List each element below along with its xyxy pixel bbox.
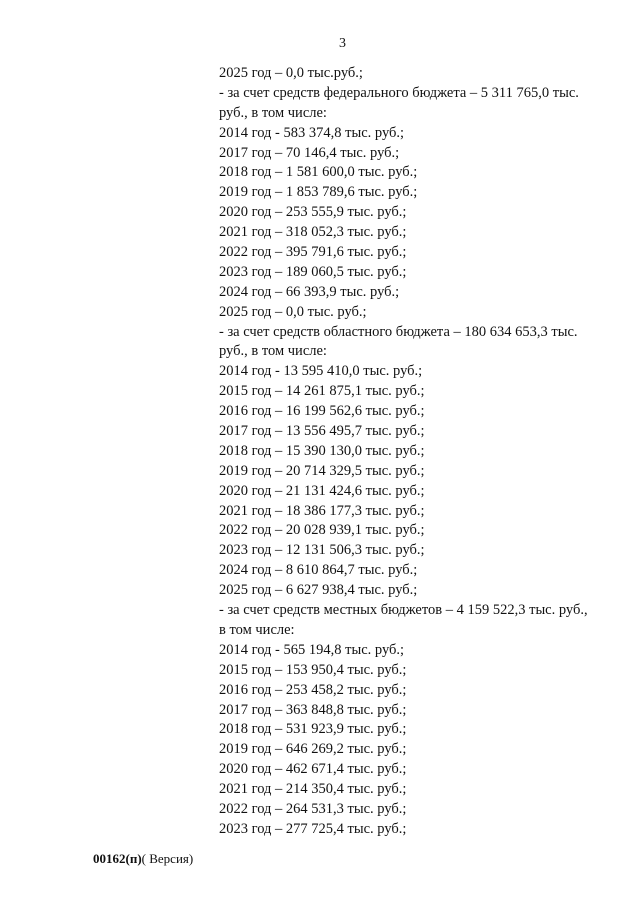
document-body (219, 64, 611, 840)
text-line: 2016 год – 253 458,2 тыс. руб.; (219, 681, 407, 698)
text-line: 2021 год – 318 052,3 тыс. руб.; (219, 224, 407, 241)
text-line: 2025 год – 0,0 тыс. руб.; (219, 303, 367, 320)
text-line: - за счет средств местных бюджетов – 4 159 522,3 тыс. руб., (219, 602, 588, 619)
document-version: ( Версия) (141, 851, 194, 866)
text-line: 2022 год – 264 531,3 тыс. руб.; (219, 800, 407, 817)
document-code: 00162(п) (93, 851, 142, 866)
text-line: 2025 год – 6 627 938,4 тыс. руб.; (219, 582, 418, 599)
text-line: 2021 год – 214 350,4 тыс. руб.; (219, 781, 407, 798)
text-line: 2025 год – 0,0 тыс.руб.; (219, 65, 363, 81)
text-line: руб., в том числе: (219, 104, 327, 121)
text-line: 2019 год – 646 269,2 тыс. руб.; (219, 741, 407, 758)
text-line: 2023 год – 189 060,5 тыс. руб.; (219, 263, 407, 280)
text-line: 2022 год – 395 791,6 тыс. руб.; (219, 244, 407, 261)
text-line: - за счет средств областного бюджета – 180 634 653,3 тыс. (219, 323, 578, 340)
text-line: 2022 год – 20 028 939,1 тыс. руб.; (219, 522, 425, 539)
text-line: 2019 год – 1 853 789,6 тыс. руб.; (219, 184, 418, 201)
text-line: 2020 год – 21 131 424,6 тыс. руб.; (219, 482, 425, 499)
text-line: в том числе: (219, 621, 295, 638)
text-line: 2017 год – 70 146,4 тыс. руб.; (219, 144, 400, 161)
text-line: - за счет средств федерального бюджета – 5 311 765,0 тыс. (219, 84, 579, 101)
text-line: 2015 год – 14 261 875,1 тыс. руб.; (219, 383, 425, 400)
text-line: 2014 год - 565 194,8 тыс. руб.; (219, 641, 405, 658)
text-line: 2017 год – 13 556 495,7 тыс. руб.; (219, 423, 425, 440)
text-line: 2017 год – 363 848,8 тыс. руб.; (219, 701, 407, 718)
text-line: 2014 год - 583 374,8 тыс. руб.; (219, 124, 405, 141)
text-line: 2023 год – 277 725,4 тыс. руб.; (219, 820, 407, 837)
text-line: руб., в том числе: (219, 343, 327, 360)
text-line: 2015 год – 153 950,4 тыс. руб.; (219, 661, 407, 678)
text-line: 2018 год – 15 390 130,0 тыс. руб.; (219, 442, 425, 459)
text-line: 2019 год – 20 714 329,5 тыс. руб.; (219, 462, 425, 479)
text-line: 2024 год – 66 393,9 тыс. руб.; (219, 283, 400, 300)
text-line: 2023 год – 12 131 506,3 тыс. руб.; (219, 542, 425, 559)
text-line: 2020 год – 462 671,4 тыс. руб.; (219, 761, 407, 778)
text-line: 2024 год – 8 610 864,7 тыс. руб.; (219, 562, 418, 579)
text-line: 2018 год – 531 923,9 тыс. руб.; (219, 721, 407, 738)
text-line: 2021 год – 18 386 177,3 тыс. руб.; (219, 502, 425, 519)
page-number: 3 (339, 36, 346, 51)
text-line: 2014 год - 13 595 410,0 тыс. руб.; (219, 363, 423, 380)
text-line: 2018 год – 1 581 600,0 тыс. руб.; (219, 164, 418, 181)
document-footer (93, 851, 193, 867)
text-line: 2020 год – 253 555,9 тыс. руб.; (219, 204, 407, 221)
text-line: 2016 год – 16 199 562,6 тыс. руб.; (219, 403, 425, 420)
